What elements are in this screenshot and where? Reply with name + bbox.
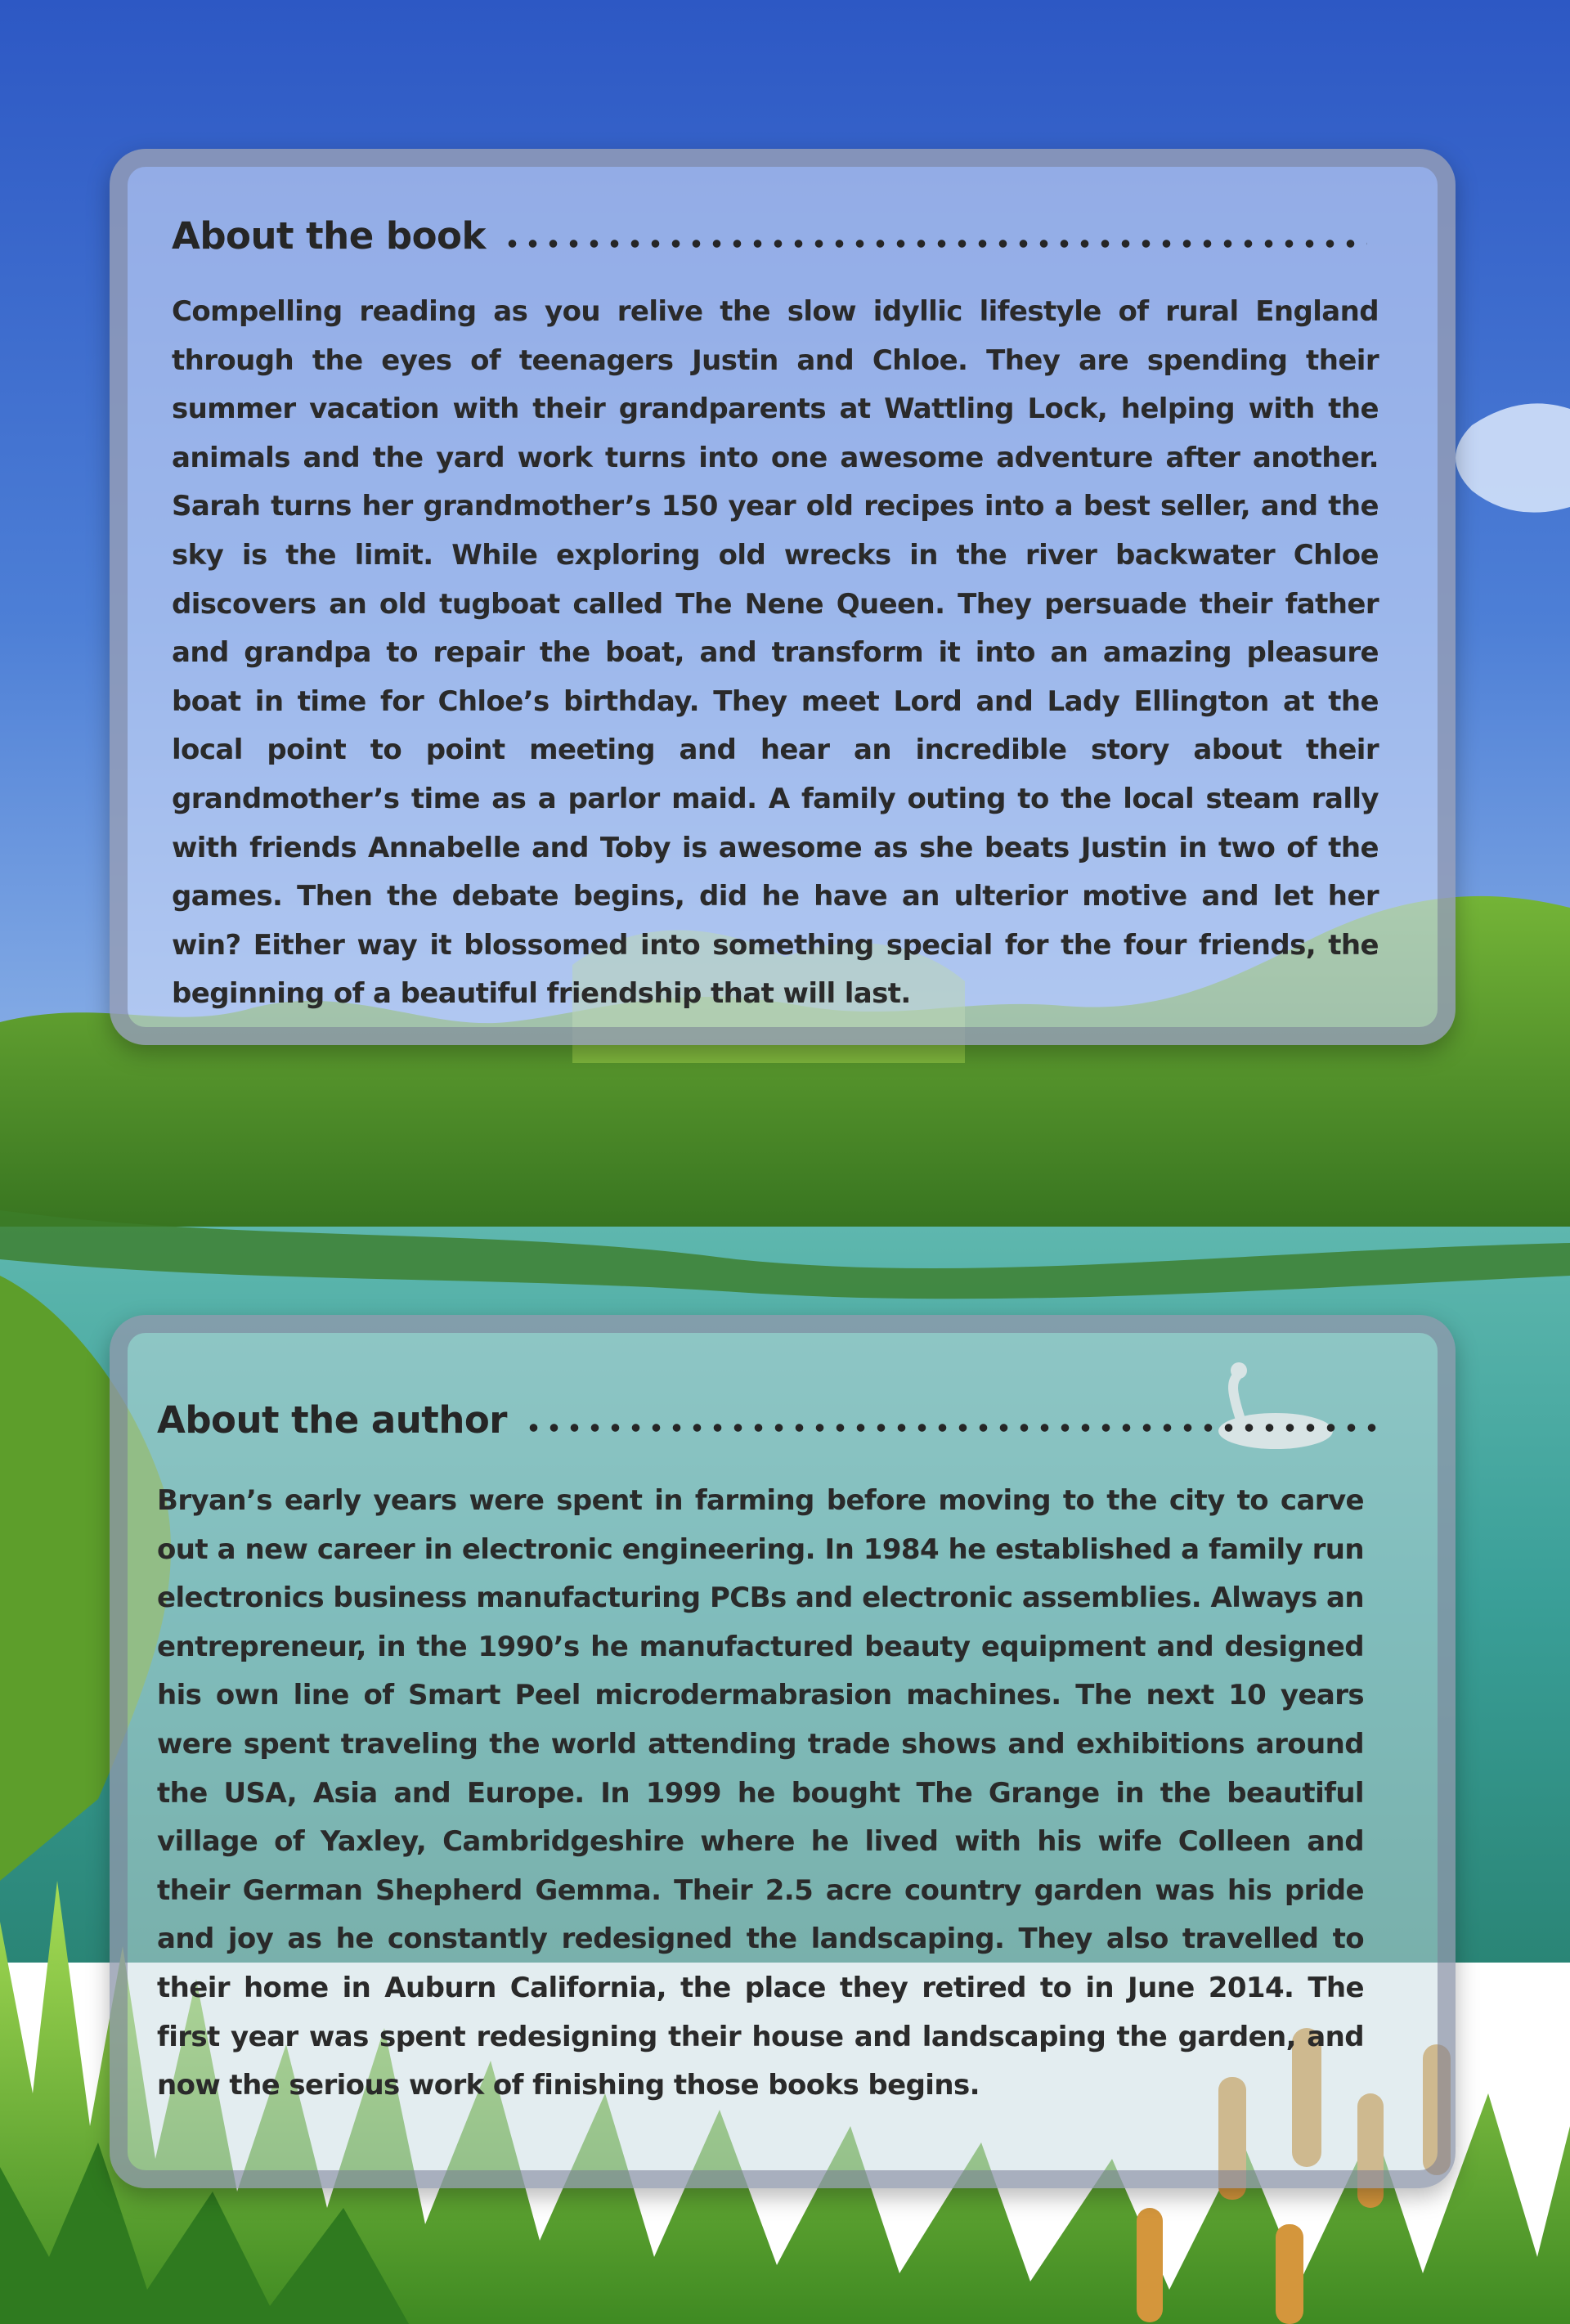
- about-book-panel: [110, 149, 1456, 1045]
- about-book-heading: [172, 214, 1367, 258]
- about-book-title: About the book: [172, 214, 486, 258]
- about-author-panel: [110, 1315, 1456, 2188]
- dot-leader: [523, 1423, 1384, 1433]
- dot-leader: [502, 239, 1367, 249]
- about-author-bio: Bryan’s early years were spent in farming before moving to the city to carve out a new career in electronic engineering. In 1984 he established a family run electronics business manufacturing PCBs and electronic assemblies. Always an entrepreneur, in the 1990’s he manufactured beauty equipment and designed his own line of Smart Peel microdermabrasion machines. The next 10 years were spent traveling the world attending trade shows and exhibitions around the USA, Asia and Europe. In 1999 he bought The Grange in the beautiful village of Yaxley, Cambridgeshire where he lived with his wife Colleen and their German Shepherd Gemma. Their 2.5 acre country garden was his pride and joy as he constantly redesigned the landscaping. They also travelled to their home in Auburn California, the place they retired to in June 2014. The first year was spent redesigning their house and landscaping the garden, and now the serious work of finishing those books begins.: [157, 1484, 1364, 2102]
- about-author-heading: [157, 1398, 1384, 1442]
- about-book-description: Compelling reading as you relive the slow idyllic lifestyle of rural England through the eyes of teenagers Justin and Chloe. They are spending their summer vacation with their grandparents at Wattling Lock, helping with the animals and the yard work turns into one awesome adventure after another. Sarah turns her grandmother’s 150 year old recipes into a best seller, and the sky is the limit. While exploring old wrecks in the river backwater Chloe discovers an old tugboat called The Nene Queen. They persuade their father and grandpa to repair the boat, and transform it into an amazing pleasure boat in time for Chloe’s birthday. They meet Lord and Lady Ellington at the local point to point meeting and hear an incredible story about their grandmother’s time as a parlor maid. A family outing to the local steam rally with friends Annabelle and Toby is awesome as she beats Justin in two of the games. Then the debate begins, did he have an ulterior motive and let her win? Either way it blossomed into something special for the four friends, the beginning of a beautiful friendship that will last.: [172, 295, 1379, 1011]
- about-author-title: About the author: [157, 1398, 507, 1442]
